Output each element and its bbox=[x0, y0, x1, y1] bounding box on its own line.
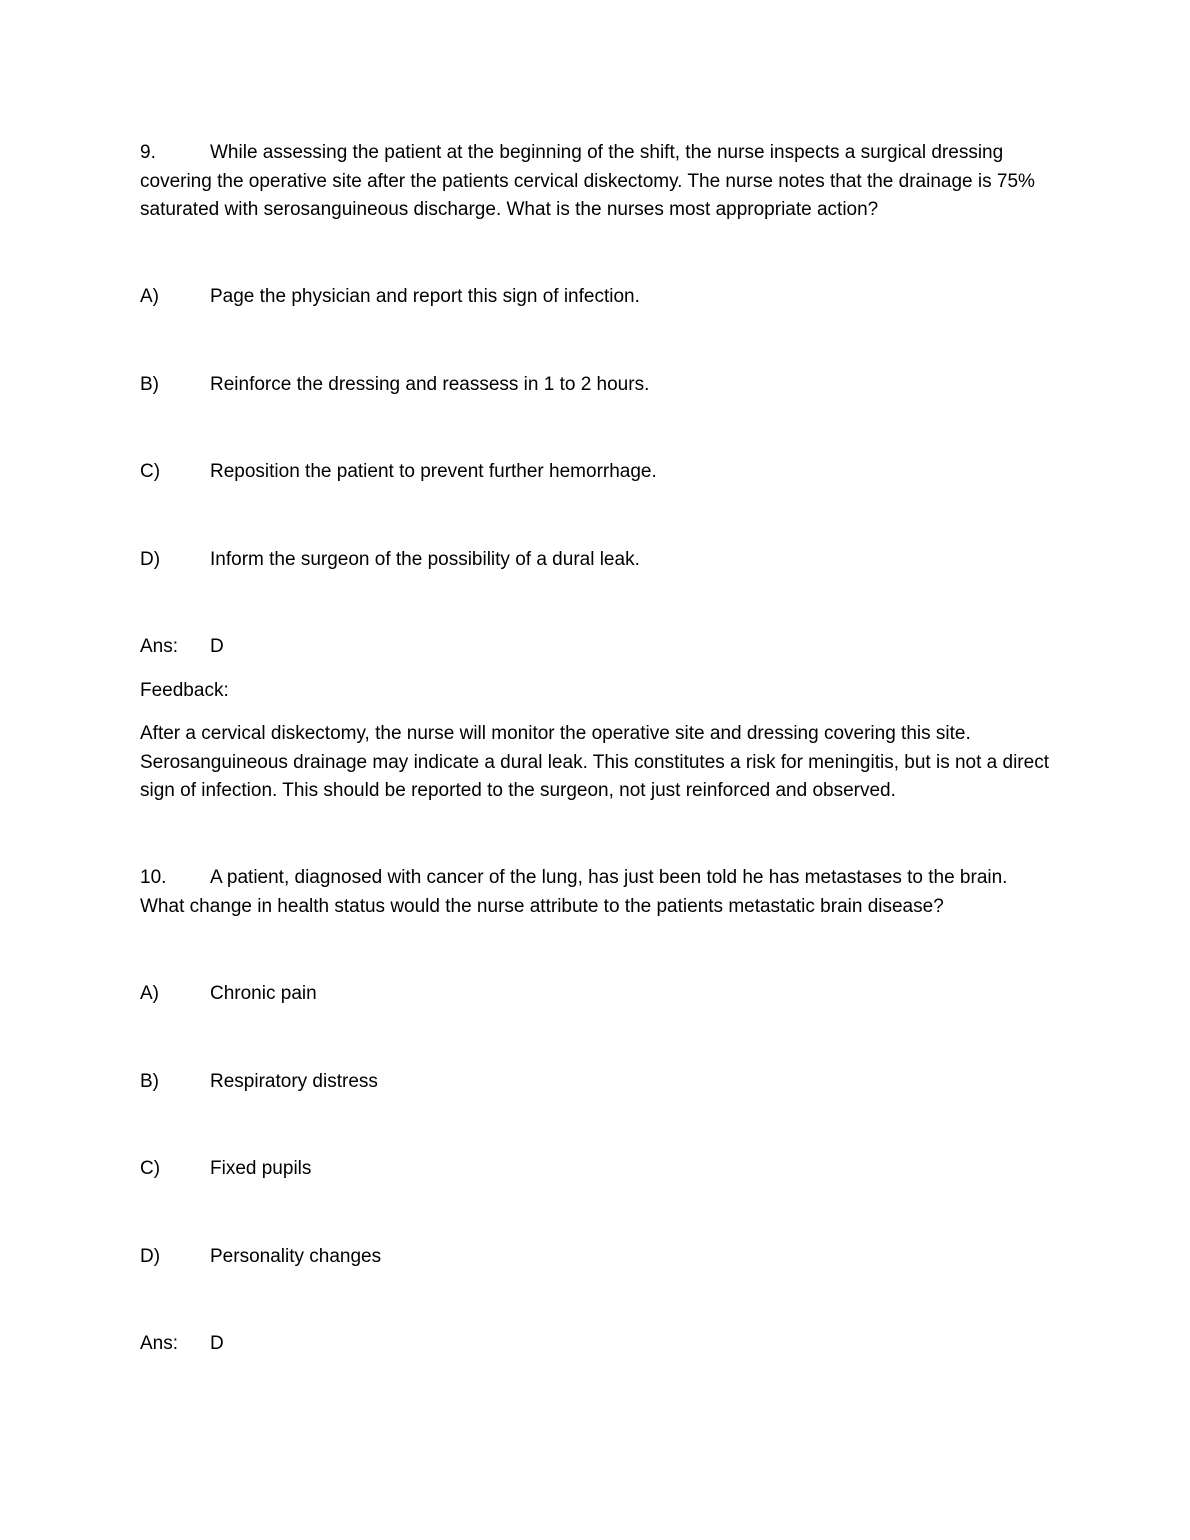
question-9-option-c bbox=[140, 458, 657, 486]
option-text: Page the physician and report this sign of infection. bbox=[210, 286, 640, 307]
option-text: Personality changes bbox=[210, 1246, 382, 1267]
question-10-option-b bbox=[140, 1068, 378, 1096]
option-letter: C) bbox=[140, 1158, 161, 1179]
question-10-option-d bbox=[140, 1243, 381, 1271]
question-number: 10. bbox=[140, 867, 167, 888]
option-text: Fixed pupils bbox=[210, 1158, 312, 1179]
option-text: Reposition the patient to prevent further hemorrhage. bbox=[210, 461, 657, 482]
option-letter: B) bbox=[140, 1071, 159, 1092]
option-text: Chronic pain bbox=[210, 983, 317, 1004]
question-10-stem bbox=[140, 864, 1050, 921]
question-9-option-a bbox=[140, 283, 640, 311]
answer-label: Ans: bbox=[140, 636, 179, 657]
option-letter: C) bbox=[140, 461, 161, 482]
option-text: Inform the surgeon of the possibility of a dural leak. bbox=[210, 549, 640, 570]
question-10-option-a bbox=[140, 980, 317, 1008]
question-text: While assessing the patient at the beginning of the shift, the nurse inspects a surgical dressing covering the operative site after the patients cervical diskectomy. The nurse notes that the drainage is 75% saturated with serosanguineous discharge. What is the nurses most appropriate action? bbox=[140, 142, 1035, 220]
question-9-option-b bbox=[140, 371, 649, 399]
option-letter: D) bbox=[140, 549, 161, 570]
answer-value: D bbox=[210, 1333, 224, 1354]
option-text: Respiratory distress bbox=[210, 1071, 378, 1092]
question-10-option-c bbox=[140, 1155, 311, 1183]
answer-label: Ans: bbox=[140, 1333, 179, 1354]
option-letter: B) bbox=[140, 374, 159, 395]
feedback-label: Feedback: bbox=[140, 680, 229, 701]
question-number: 9. bbox=[140, 142, 156, 163]
question-9-answer bbox=[140, 633, 224, 661]
answer-value: D bbox=[210, 636, 224, 657]
option-text: Reinforce the dressing and reassess in 1 to 2 hours. bbox=[210, 374, 650, 395]
question-9-stem bbox=[140, 139, 1050, 225]
question-9-option-d bbox=[140, 546, 640, 574]
feedback-text: After a cervical diskectomy, the nurse will monitor the operative site and dressing covering this site. Serosanguineous drainage may indicate a dural leak. This constitutes a risk for meningitis, but is not a direct sign of infection. This should be reported to the surgeon, not just reinforced and observed. bbox=[140, 723, 1049, 801]
question-10-answer bbox=[140, 1330, 224, 1358]
option-letter: D) bbox=[140, 1246, 161, 1267]
option-letter: A) bbox=[140, 983, 159, 1004]
question-text: A patient, diagnosed with cancer of the lung, has just been told he has metastases to the brain. What change in health status would the nurse attribute to the patients metastatic brain disease? bbox=[140, 867, 1008, 917]
option-letter: A) bbox=[140, 286, 159, 307]
